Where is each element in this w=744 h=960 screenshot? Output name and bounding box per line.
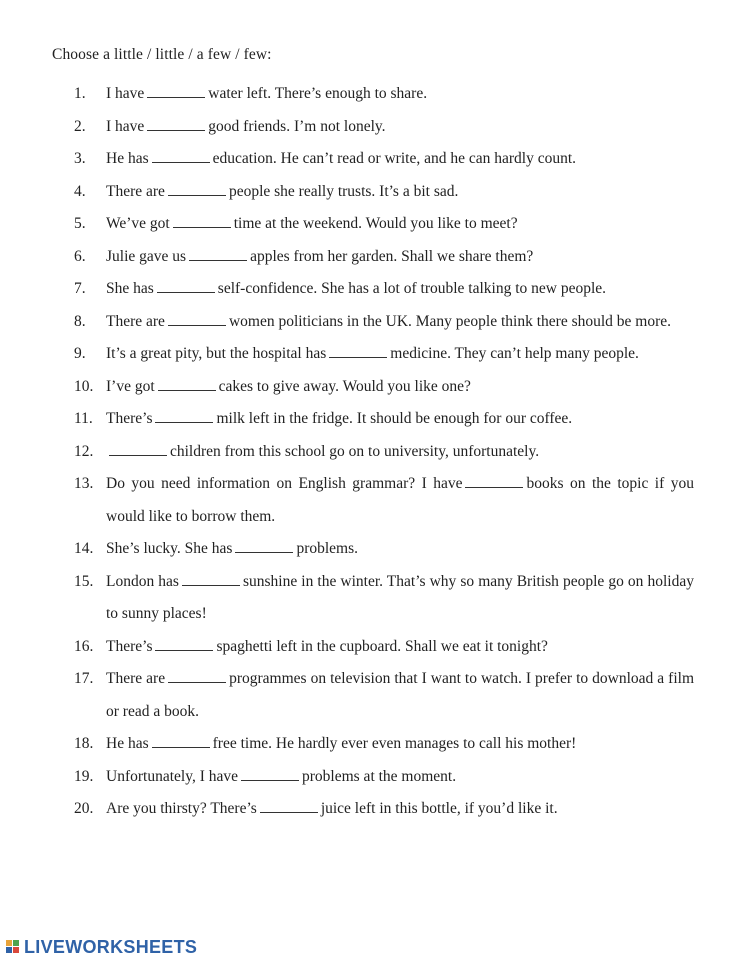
question-text-before: He has bbox=[106, 735, 149, 752]
question-number: 7. bbox=[74, 280, 86, 297]
question-text bbox=[106, 338, 694, 371]
question-text-after: sunshine in the winter. That’s why so many British people go on holiday to sunny places! bbox=[106, 572, 694, 622]
question-text-before: He has bbox=[106, 150, 149, 167]
question-item bbox=[74, 241, 694, 274]
question-number: 6. bbox=[74, 247, 86, 265]
question-number: 19. bbox=[74, 767, 94, 785]
answer-blank[interactable] bbox=[241, 768, 299, 781]
question-item bbox=[74, 306, 694, 339]
question-item bbox=[74, 436, 694, 469]
question-text-after: cakes to give away. Would you like one? bbox=[218, 377, 471, 395]
question-text bbox=[106, 143, 694, 176]
question-number: 17. bbox=[74, 670, 94, 687]
question-number: 16. bbox=[74, 637, 94, 655]
question-text-after: medicine. They can’t help many people. bbox=[390, 345, 639, 362]
question-text bbox=[106, 403, 694, 436]
answer-blank[interactable] bbox=[173, 215, 231, 228]
question-item bbox=[74, 663, 694, 728]
question-text-before: It’s a great pity, but the hospital has bbox=[106, 345, 327, 362]
answer-blank[interactable] bbox=[168, 183, 226, 196]
question-text bbox=[106, 631, 694, 664]
question-text-after: problems. bbox=[296, 540, 358, 557]
answer-blank[interactable] bbox=[155, 638, 213, 651]
question-text-before: There are bbox=[106, 312, 165, 330]
question-text-after: problems at the moment. bbox=[302, 767, 457, 785]
question-item bbox=[74, 371, 694, 404]
question-text-before: Do you need information on English grammar? I have bbox=[106, 475, 463, 492]
question-text-before: I have bbox=[106, 85, 145, 102]
answer-blank[interactable] bbox=[158, 378, 216, 391]
question-item bbox=[74, 793, 694, 826]
question-text-before: There are bbox=[106, 182, 165, 200]
question-number: 1. bbox=[74, 85, 86, 102]
question-text bbox=[106, 793, 694, 826]
question-item bbox=[74, 468, 694, 533]
question-text-after: spaghetti left in the cupboard. Shall we eat it tonight? bbox=[216, 637, 548, 655]
question-item bbox=[74, 176, 694, 209]
question-text bbox=[106, 761, 694, 794]
question-item bbox=[74, 566, 694, 631]
answer-blank[interactable] bbox=[182, 573, 240, 586]
answer-blank[interactable] bbox=[235, 540, 293, 553]
question-text bbox=[106, 273, 694, 306]
question-text bbox=[106, 728, 694, 761]
answer-blank[interactable] bbox=[260, 800, 318, 813]
question-item bbox=[74, 728, 694, 761]
question-text bbox=[106, 208, 694, 241]
question-item bbox=[74, 631, 694, 664]
question-text bbox=[106, 533, 694, 566]
liveworksheets-logo bbox=[6, 936, 197, 958]
question-text-after: water left. There’s enough to share. bbox=[208, 85, 428, 102]
question-item bbox=[74, 208, 694, 241]
question-text-before: There’s bbox=[106, 637, 153, 655]
question-text bbox=[106, 436, 694, 469]
question-text-before: I have bbox=[106, 117, 145, 135]
answer-blank[interactable] bbox=[109, 443, 167, 456]
answer-blank[interactable] bbox=[152, 735, 210, 748]
question-text-after: milk left in the fridge. It should be enough for our coffee. bbox=[216, 410, 573, 427]
question-text-after: apples from her garden. Shall we share them? bbox=[250, 247, 534, 265]
worksheet-title: Choose a little / little / a few / few: bbox=[52, 46, 272, 63]
answer-blank[interactable] bbox=[147, 85, 205, 98]
question-text-after: self-confidence. She has a lot of trouble talking to new people. bbox=[217, 280, 607, 297]
question-text-after: women politicians in the UK. Many people think there should be more. bbox=[228, 312, 672, 330]
question-number: 18. bbox=[74, 735, 94, 752]
question-text-after: free time. He hardly ever even manages to call his mother! bbox=[212, 735, 577, 752]
question-number: 5. bbox=[74, 215, 86, 232]
question-text-after: education. He can’t read or write, and he can hardly count. bbox=[212, 150, 577, 167]
question-text-after: good friends. I’m not lonely. bbox=[208, 117, 386, 135]
question-text-after: time at the weekend. Would you like to meet? bbox=[233, 215, 518, 232]
question-text-after: books on the topic if you would like to borrow them. bbox=[106, 475, 694, 525]
question-number: 2. bbox=[74, 117, 86, 135]
question-text-before: Unfortunately, I have bbox=[106, 767, 238, 785]
answer-blank[interactable] bbox=[189, 248, 247, 261]
answer-blank[interactable] bbox=[168, 670, 226, 683]
answer-blank[interactable] bbox=[147, 118, 205, 131]
question-text-after: children from this school go on to university, unfortunately. bbox=[170, 442, 540, 460]
question-number: 9. bbox=[74, 345, 86, 362]
answer-blank[interactable] bbox=[168, 313, 226, 326]
question-text-before: She’s lucky. She has bbox=[106, 540, 233, 557]
answer-blank[interactable] bbox=[152, 150, 210, 163]
question-item bbox=[74, 403, 694, 436]
question-text-after: programmes on television that I want to watch. I prefer to download a film or read a book. bbox=[106, 670, 694, 720]
question-number: 8. bbox=[74, 312, 86, 330]
logo-text: LIVEWORKSHEETS bbox=[24, 936, 198, 957]
question-text bbox=[106, 566, 694, 631]
answer-blank[interactable] bbox=[155, 410, 213, 423]
question-text bbox=[106, 241, 694, 274]
question-text bbox=[106, 468, 694, 533]
question-text bbox=[106, 78, 694, 111]
question-text-before: There’s bbox=[106, 410, 153, 427]
question-item bbox=[74, 143, 694, 176]
question-number: 12. bbox=[74, 442, 94, 460]
question-text bbox=[106, 111, 694, 144]
question-text bbox=[106, 306, 694, 339]
question-number: 14. bbox=[74, 540, 94, 557]
question-text-before: We’ve got bbox=[106, 215, 170, 232]
answer-blank[interactable] bbox=[157, 280, 215, 293]
question-text-before: She has bbox=[106, 280, 154, 297]
question-item bbox=[74, 761, 694, 794]
question-text-after: people she really trusts. It’s a bit sad. bbox=[228, 182, 459, 200]
question-text-before: Are you thirsty? There’s bbox=[106, 800, 257, 817]
liveworksheets-logo-icon bbox=[6, 940, 21, 955]
question-text bbox=[106, 663, 694, 728]
question-text-after: juice left in this bottle, if you’d like it. bbox=[320, 800, 558, 817]
question-item bbox=[74, 273, 694, 306]
question-number: 15. bbox=[74, 572, 94, 590]
question-item bbox=[74, 111, 694, 144]
question-item bbox=[74, 533, 694, 566]
question-text-before: There are bbox=[106, 670, 166, 687]
question-list bbox=[74, 78, 694, 826]
answer-blank[interactable] bbox=[465, 475, 523, 488]
question-number: 13. bbox=[74, 475, 94, 492]
question-number: 3. bbox=[74, 150, 86, 167]
question-number: 20. bbox=[74, 800, 94, 817]
question-number: 11. bbox=[74, 410, 93, 427]
question-text bbox=[106, 371, 694, 404]
question-item bbox=[74, 78, 694, 111]
question-text-before: I’ve got bbox=[106, 377, 155, 395]
question-text-before: London has bbox=[106, 572, 179, 590]
question-text-before: Julie gave us bbox=[106, 247, 187, 265]
answer-blank[interactable] bbox=[329, 345, 387, 358]
question-number: 10. bbox=[74, 377, 94, 395]
question-number: 4. bbox=[74, 182, 86, 200]
question-item bbox=[74, 338, 694, 371]
question-text bbox=[106, 176, 694, 209]
